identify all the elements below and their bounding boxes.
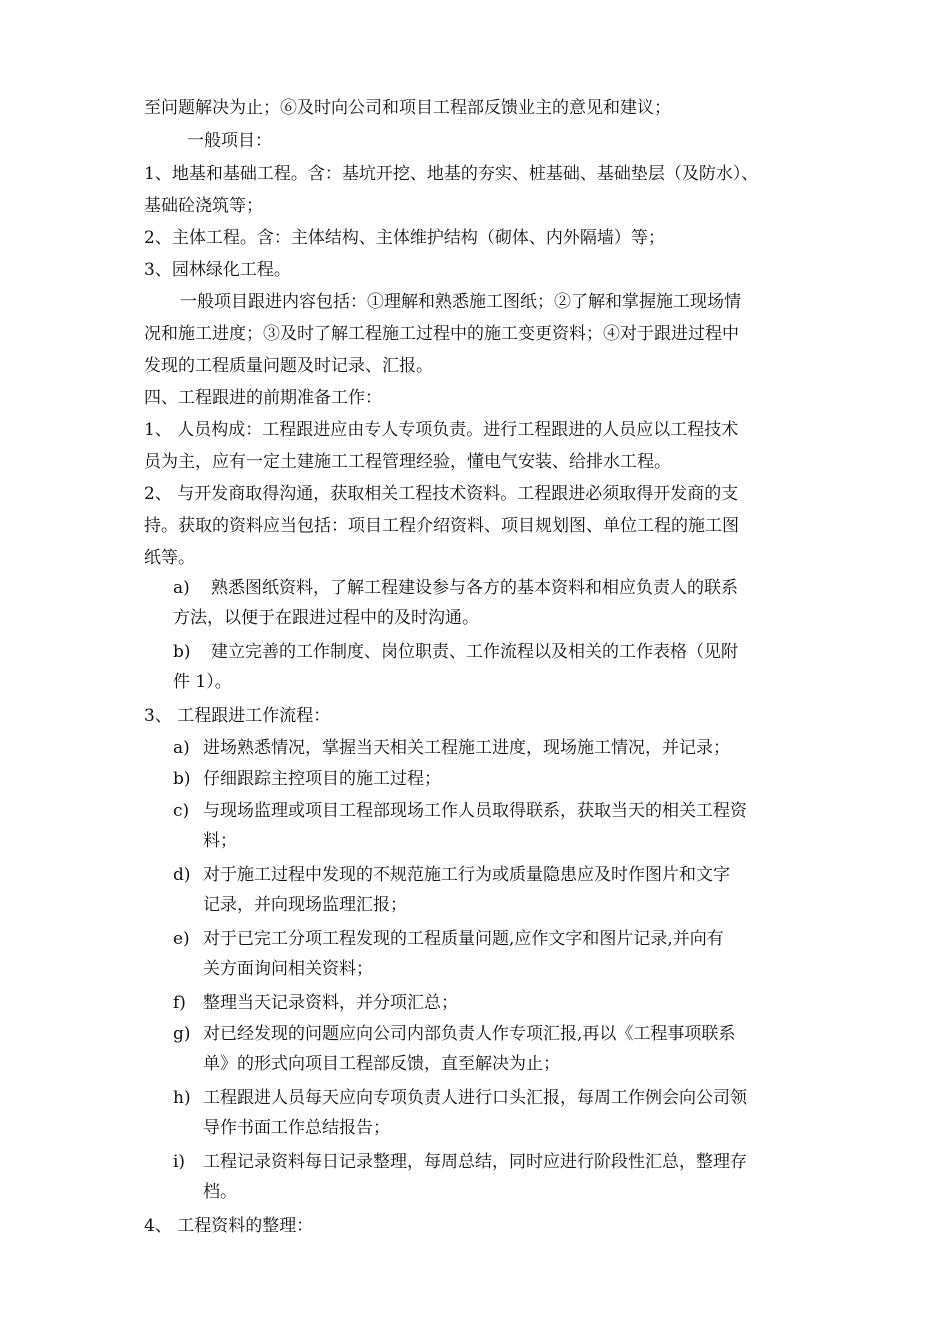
flow-item-text: 对已经发现的问题应向公司内部负责人作专项汇报,再以《工程事项联系 (203, 1024, 736, 1044)
subsection-2-line-1: 2、 与开发商取得沟通，获取相关工程技术资料。工程跟进必须取得开发商的支 (144, 484, 739, 504)
flow-item-continuation: 档。 (203, 1182, 237, 1202)
subsection-1-line-2: 员为主，应有一定土建施工工程管理经验，懂电气安装、给排水工程。 (144, 452, 671, 472)
flow-marker: d) (173, 865, 191, 885)
flow-marker: e) (173, 929, 190, 949)
subsection-2a-line-1: 熟悉图纸资料，了解工程建设参与各方的基本资料和相应负责人的联系 (211, 578, 738, 598)
flow-item-text: 进场熟悉情况，掌握当天相关工程施工进度，现场施工情况，并记录； (203, 738, 730, 758)
general-content-line-2: 况和施工进度；③及时了解工程施工过程中的施工变更资料；④对于跟进过程中 (144, 324, 739, 344)
subsection-1-line-1: 1、 人员构成：工程跟进应由专人专项负责。进行工程跟进的人员应以工程技术 (144, 420, 739, 440)
item-1-line-1: 1、地基和基础工程。含：基坑开挖、地基的夯实、桩基础、基础垫层（及防水）、 (144, 164, 759, 184)
flow-item-continuation: 单》的形式向项目工程部反馈，直至解决为止； (203, 1054, 560, 1074)
item-2: 2、主体工程。含：主体结构、主体维护结构（砌体、内外隔墙）等； (144, 228, 665, 248)
paragraph-continuation: 至问题解决为止；⑥及时向公司和项目工程部反馈业主的意见和建议； (144, 98, 671, 118)
flow-item-text: 仔细跟踪主控项目的施工过程； (203, 769, 441, 789)
flow-item-continuation: 关方面询问相关资料； (203, 959, 373, 979)
item-3: 3、园林绿化工程。 (144, 260, 291, 280)
general-items-heading: 一般项目： (187, 131, 272, 151)
subsection-2a-line-2: 方法，以便于在跟进过程中的及时沟通。 (173, 608, 479, 628)
subsection-2b-line-1: 建立完善的工作制度、岗位职责、工作流程以及相关的工作表格（见附 (211, 642, 738, 662)
flow-item-text: 工程记录资料每日记录整理，每周总结，同时应进行阶段性汇总，整理存 (203, 1152, 747, 1172)
list-marker-b: b) (173, 642, 191, 662)
flow-item-text: 工程跟进人员每天应向专项负责人进行口头汇报，每周工作例会向公司领 (203, 1088, 747, 1108)
flow-item-text: 对于已完工分项工程发现的工程质量问题,应作文字和图片记录,并向有 (203, 929, 724, 949)
flow-marker: g) (173, 1024, 191, 1044)
flow-marker: i) (173, 1152, 186, 1172)
section-4-title: 四、工程跟进的前期准备工作： (144, 388, 382, 408)
item-1-line-2: 基础砼浇筑等； (144, 196, 263, 216)
flow-item-continuation: 记录，并向现场监理汇报； (203, 895, 407, 915)
flow-marker: f) (173, 993, 186, 1013)
flow-marker: a) (173, 738, 190, 758)
subsection-4-title: 4、 工程资料的整理： (144, 1216, 314, 1236)
subsection-2b-line-2: 件 1）。 (173, 672, 232, 692)
flow-marker: b) (173, 769, 191, 789)
general-content-line-1: 一般项目跟进内容包括：①理解和熟悉施工图纸；②了解和掌握施工现场情 (180, 292, 741, 312)
flow-item-text: 与现场监理或项目工程部现场工作人员取得联系，获取当天的相关工程资 (203, 801, 747, 821)
general-content-line-3: 发现的工程质量问题及时记录、汇报。 (144, 356, 433, 376)
subsection-2-line-2: 持。获取的资料应当包括：项目工程介绍资料、项目规划图、单位工程的施工图 (144, 516, 739, 536)
subsection-2-line-3: 纸等。 (144, 548, 195, 568)
flow-item-continuation: 料； (203, 831, 237, 851)
flow-item-continuation: 导作书面工作总结报告； (203, 1118, 390, 1138)
flow-marker: h) (173, 1088, 191, 1108)
flow-item-text: 对于施工过程中发现的不规范施工行为或质量隐患应及时作图片和文字 (203, 865, 730, 885)
list-marker-a: a) (173, 578, 190, 598)
flow-item-text: 整理当天记录资料，并分项汇总； (203, 993, 458, 1013)
subsection-3-title: 3、 工程跟进工作流程： (144, 706, 331, 726)
flow-marker: c) (173, 801, 190, 821)
